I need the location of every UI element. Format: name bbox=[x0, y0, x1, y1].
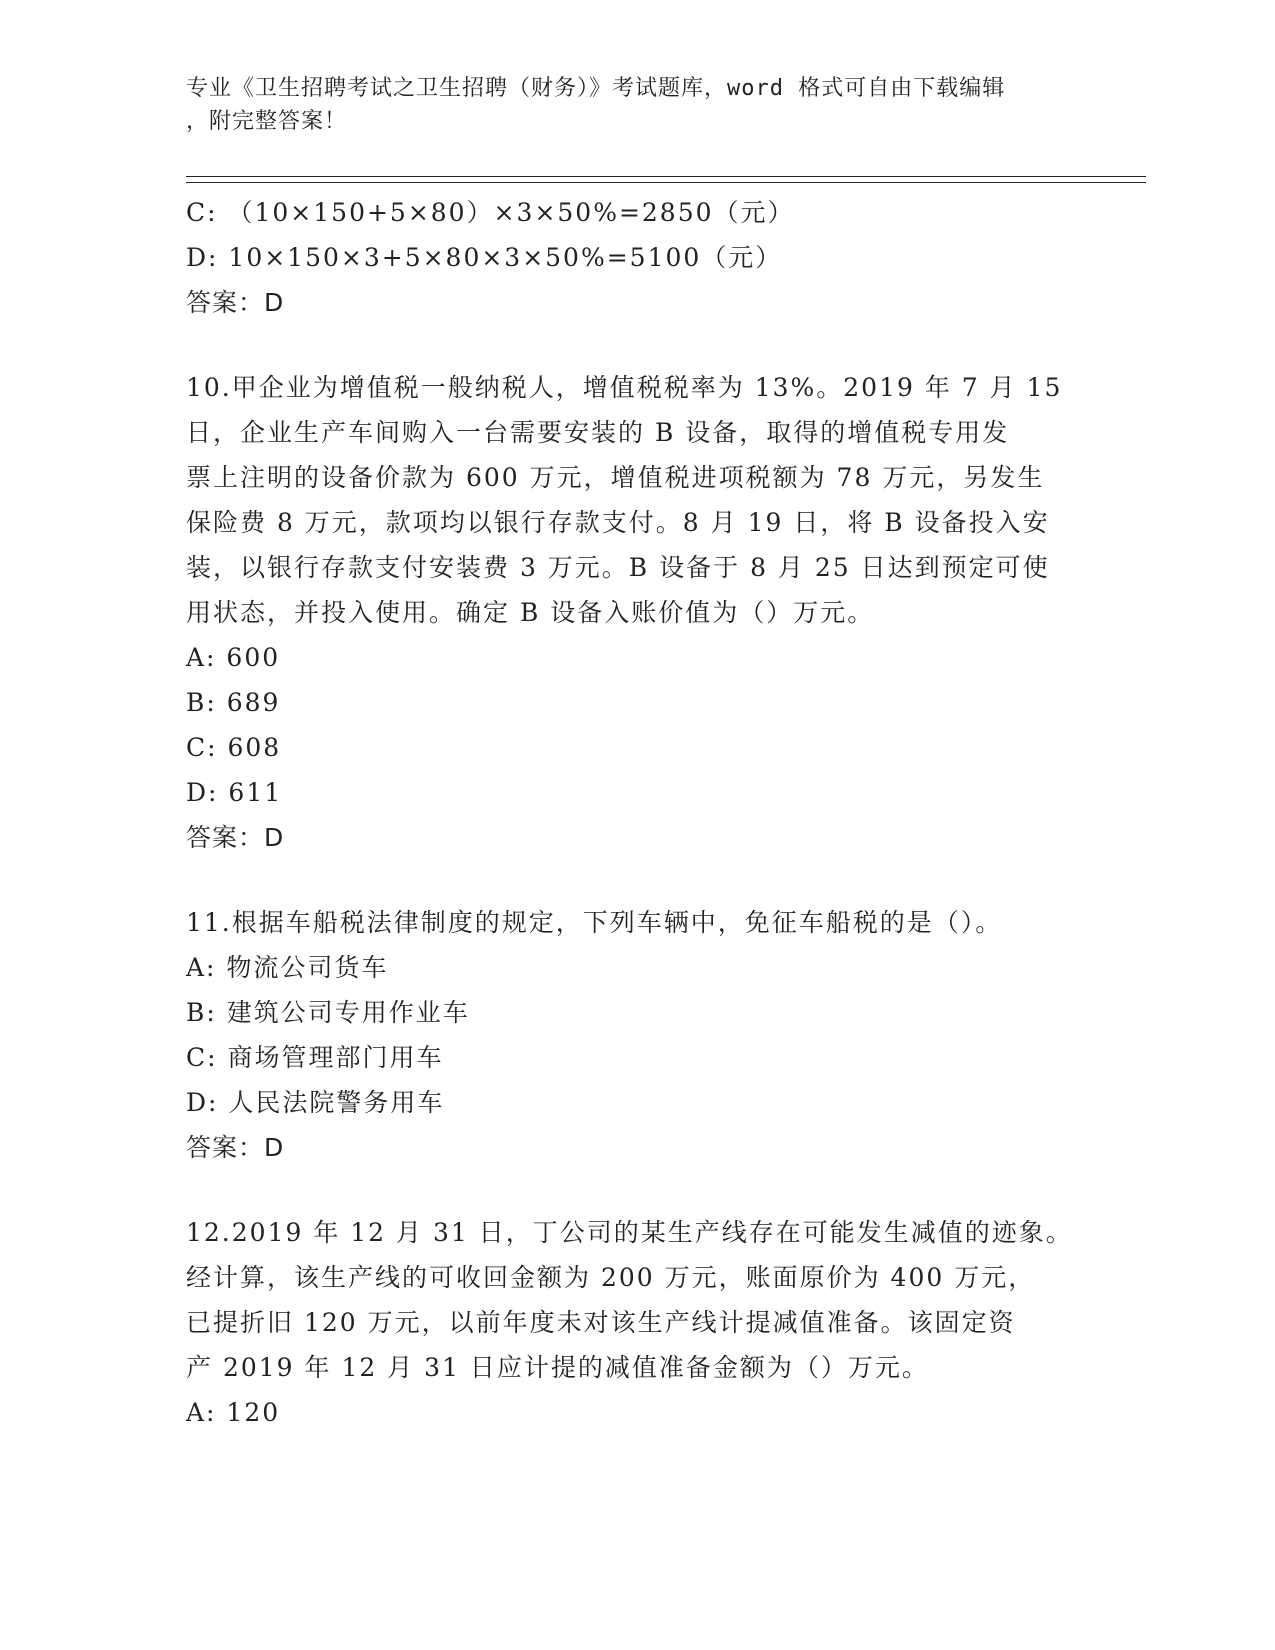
question-10 bbox=[186, 365, 1086, 860]
header-divider-bottom bbox=[186, 182, 1146, 183]
header-title-line-1: 专业《卫生招聘考试之卫生招聘（财务）》考试题库，word 格式可自由下载编辑 bbox=[186, 76, 1006, 101]
question-text-line: 用状态，并投入使用。确定 B 设备入账价值为（）万元。 bbox=[186, 598, 875, 627]
option-a: A: 物流公司货车 bbox=[186, 953, 389, 982]
option-a: A: 600 bbox=[186, 643, 281, 672]
question-12 bbox=[186, 1210, 1086, 1435]
question-text-line: 已提折旧 120 万元，以前年度未对该生产线计提减值准备。该固定资 bbox=[186, 1308, 1016, 1337]
question-text-line: 经计算，该生产线的可收回金额为 200 万元，账面原价为 400 万元， bbox=[186, 1263, 1036, 1292]
option-a: A: 120 bbox=[186, 1398, 281, 1427]
question-text-line: 票上注明的设备价款为 600 万元，增值税进项税额为 78 万元，另发生 bbox=[186, 463, 1045, 492]
document-header bbox=[186, 72, 1086, 138]
question-text-line: 11.根据车船税法律制度的规定，下列车辆中，免征车船税的是（）。 bbox=[186, 908, 1003, 937]
question-text-line: 装，以银行存款支付安装费 3 万元。B 设备于 8 月 25 日达到预定可使 bbox=[186, 553, 1050, 582]
option-d: D: 人民法院警务用车 bbox=[186, 1088, 445, 1117]
option-b: B: 689 bbox=[186, 688, 281, 717]
question-text-line: 10.甲企业为增值税一般纳税人，增值税税率为 13%。2019 年 7 月 15 bbox=[186, 373, 1063, 402]
header-divider-top bbox=[186, 176, 1146, 177]
option-d: D: 10×150×3+5×80×3×50%=5100（元） bbox=[186, 243, 783, 272]
option-b: B: 建筑公司专用作业车 bbox=[186, 998, 470, 1027]
option-d: D: 611 bbox=[186, 778, 283, 807]
question-text-line: 产 2019 年 12 月 31 日应计提的减值准备金额为（）万元。 bbox=[186, 1353, 929, 1382]
answer-line: 答案：D bbox=[186, 823, 285, 852]
answer-line: 答案：D bbox=[186, 1133, 285, 1162]
option-c: C: （10×150+5×80）×3×50%=2850（元） bbox=[186, 198, 795, 227]
question-text-line: 日，企业生产车间购入一台需要安装的 B 设备，取得的增值税专用发 bbox=[186, 418, 1010, 447]
header-title-line-2: ，附完整答案！ bbox=[186, 109, 348, 134]
question-list bbox=[186, 190, 1086, 1435]
answer-line: 答案：D bbox=[186, 288, 285, 317]
previous-question-tail bbox=[186, 190, 1086, 325]
question-text-line: 12.2019 年 12 月 31 日，丁公司的某生产线存在可能发生减值的迹象。 bbox=[186, 1218, 1073, 1247]
question-11 bbox=[186, 900, 1086, 1170]
option-c: C: 商场管理部门用车 bbox=[186, 1043, 444, 1072]
question-text-line: 保险费 8 万元，款项均以银行存款支付。8 月 19 日，将 B 设备投入安 bbox=[186, 508, 1050, 537]
option-c: C: 608 bbox=[186, 733, 282, 762]
